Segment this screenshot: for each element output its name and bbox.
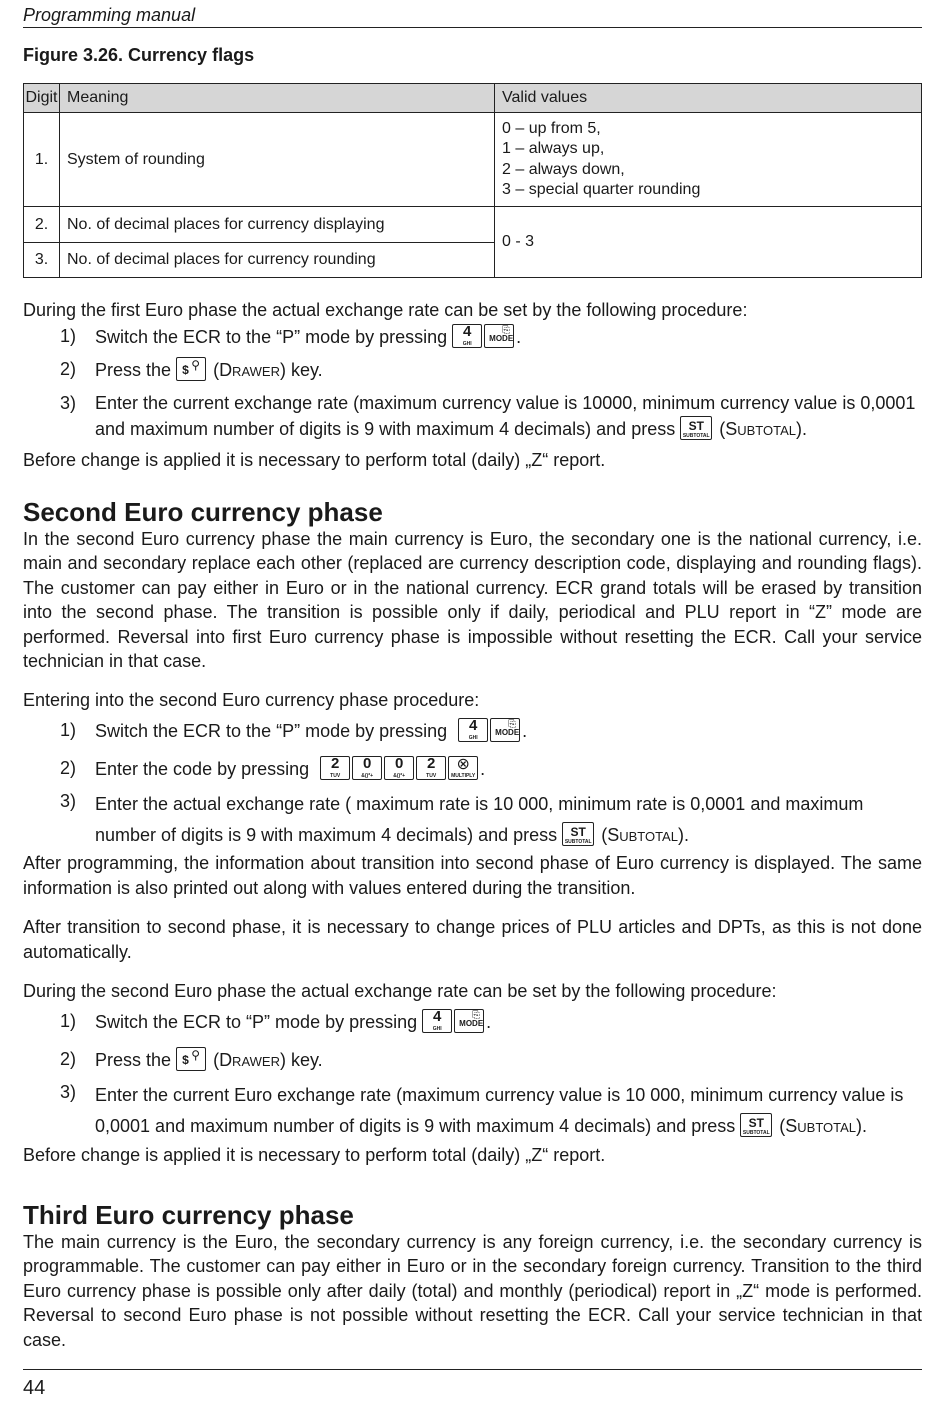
row-valid-values: 0 - 3 [495,207,922,278]
key-name: Drawer [219,1050,280,1070]
page-number: 44 [23,1377,46,1399]
second-phase-transition-note: After programming, the information about transition into second phase of Euro currency is displayed. The same information is also printed out along with values entered during the transition. [23,853,922,898]
table-header-row [24,84,922,113]
running-header: Programming manual [23,4,922,28]
valid-value: 0 – up from 5, [502,119,601,137]
second-phase-step-3: 3) Enter the actual exchange rate ( maximum rate is 10 000, minimum rate is 0,0001 and maximum number of digits is 9 with maximum 4 decimals) and press ST SUBTOTAL (Subtotal). [23,789,922,847]
step-number: 3) [60,393,77,413]
step-number: 2) [60,359,77,379]
key-sequence [176,357,208,387]
key-subtotal: ST SUBTOTAL [740,1113,772,1137]
key-4: 4 GHI [458,718,488,742]
row-valid-values [495,113,922,207]
step-text: Press the [95,1050,172,1070]
key-sequence [740,1113,774,1147]
second-phase-rate-intro: During the second Euro phase the actual exchange rate can be set by the following procedure: [23,981,777,1001]
second-phase-outro: Before change is applied it is necessary to perform total (daily) „Z“ report. [23,1145,606,1165]
second-phase-description: In the second Euro currency phase the main currency is Euro, the secondary one is the national currency, i.e. main and secondary replace each other (replaced are currency description code, displaying and rounding flags). The customer can pay either in Euro or in the national currency. ECR grand totals will be erased by transition into the second phase. The transition is possible only if daily, periodical and PLU report in “Z” mode are performed. Reversal into first Euro currency phase is impossible without resetting the ECR. Call your service technician in that case. [23,529,922,672]
key-mode: MODE ⎘ [484,324,514,348]
key-name: Drawer [219,360,280,380]
row-meaning: No. of decimal places for currency displaying [60,207,495,243]
row-meaning: No. of decimal places for currency rounding [60,243,495,278]
key-name: Subtotal [607,825,678,845]
step-number: 1) [60,720,77,740]
step-text: Switch the ECR to the “P” mode by pressing [95,327,448,347]
mode-icon: ⎘ [472,1010,481,1021]
key-sequence [422,1009,486,1039]
section-title-third-phase: Third Euro currency phase [23,1200,354,1230]
step-number: 1) [60,1011,77,1031]
figure-caption: Figure 3.26. Currency flags [23,45,255,65]
multiply-icon: ⊗ [456,756,470,773]
step-number: 3) [60,1082,77,1102]
second-phase-rate-step-3: 3) Enter the current Euro exchange rate (maximum currency value is 10 000, minimum currency value is 0,0001 and maximum number of digits is 9 with maximum 4 decimals) and press ST SUBTOTAL (Subtotal). [23,1080,922,1138]
step-text: Enter the code by pressing [95,759,310,779]
first-phase-outro: Before change is applied it is necessary to perform total (daily) „Z“ report. [23,450,606,470]
key-subtotal: ST SUBTOTAL [562,822,594,846]
key-0: 0 &()*+ [352,756,382,780]
key-4: 4 GHI [452,324,482,348]
key-4: 4 GHI [422,1009,452,1033]
first-phase-intro: During the first Euro phase the actual exchange rate can be set by the following procedure: [23,300,748,320]
valid-value: 1 – always up, [502,140,605,157]
first-phase-step-3: 3) Enter the current exchange rate (maximum currency value is 10000, minimum currency value is 0,0001 and maximum number of digits is 9 with maximum 4 decimals) and press ST SUBTOTAL (Subtotal). [23,391,922,441]
drawer-icon: ⚲ [191,1048,201,1062]
step-text: Switch the ECR to “P” mode by pressing [95,1012,418,1032]
step-text: Enter the actual exchange rate ( maximum rate is 10 000, minimum rate is 0,0001 and maximum number of digits is 9 with maximum 4 decimals) and press [95,794,864,845]
key-sequence [176,1047,208,1077]
valid-value: 2 – always down, [502,160,625,178]
key-sequence [320,756,480,786]
key-2: 2 TUV [416,756,446,780]
row-digit: 3. [24,243,60,278]
header-valid-values: Valid values [495,84,922,113]
table-row [24,207,922,243]
mode-icon: ⎘ [508,719,517,730]
key-drawer: $ ⚲ [176,357,206,381]
step-number: 2) [60,1049,77,1069]
step-number: 3) [60,791,77,811]
key-subtotal: ST SUBTOTAL [680,416,712,440]
key-drawer: $ ⚲ [176,1047,206,1071]
key-name: Subtotal [785,1116,857,1136]
key-mode: MODE ⎘ [490,718,520,742]
key-sequence [452,324,516,354]
step-text: Press the [95,360,172,380]
currency-flags-table [23,83,922,278]
footer-divider [23,1369,922,1370]
step-number: 1) [60,326,77,346]
drawer-icon: ⚲ [191,358,201,372]
second-phase-price-note: After transition to second phase, it is necessary to change prices of PLU articles and DPTs, as this is not done automatically. [23,917,922,962]
key-name: Subtotal [725,419,796,439]
second-phase-intro: Entering into the second Euro currency phase procedure: [23,690,480,710]
row-digit: 2. [24,207,60,243]
step-number: 2) [60,758,77,778]
valid-value: 3 – special quarter rounding [502,181,701,198]
step-text: Enter the current Euro exchange rate (maximum currency value is 10 000, minimum currency value is 0,0001 and maximum number of digits is 9 with maximum 4 decimals) and press [95,1085,904,1136]
mode-icon: ⎘ [502,325,511,336]
key-multiply: ⊗ MULTIPLY [448,756,478,780]
table-row [24,113,922,207]
row-meaning: System of rounding [60,113,495,207]
key-sequence [680,416,714,447]
key-sequence [458,718,522,748]
header-meaning: Meaning [60,84,495,113]
row-digit: 1. [24,113,60,207]
third-phase-description: The main currency is the Euro, the secondary currency is any foreign currency, i.e. the secondary currency is programmable. The customer can pay either in Euro or in the secondary foreign currency. Transition to the third Euro currency phase is possible only after daily (total) and monthly (periodical) report in „Z“ mode is performed. Reversal to second Euro phase is not possible without resetting the ECR. Call your service technician in that case. [23,1232,922,1350]
section-title-second-phase: Second Euro currency phase [23,497,383,527]
step-text: Enter the current exchange rate (maximum currency value is 10000, minimum currency value is 0,0001 and maximum number of digits is 9 with maximum 4 decimals) and press [95,393,916,439]
key-2: 2 TUV [320,756,350,780]
step-text: Switch the ECR to the “P” mode by pressing [95,721,448,741]
header-digit: Digit [24,84,60,113]
key-0: 0 &()*+ [384,756,414,780]
key-mode: MODE ⎘ [454,1009,484,1033]
